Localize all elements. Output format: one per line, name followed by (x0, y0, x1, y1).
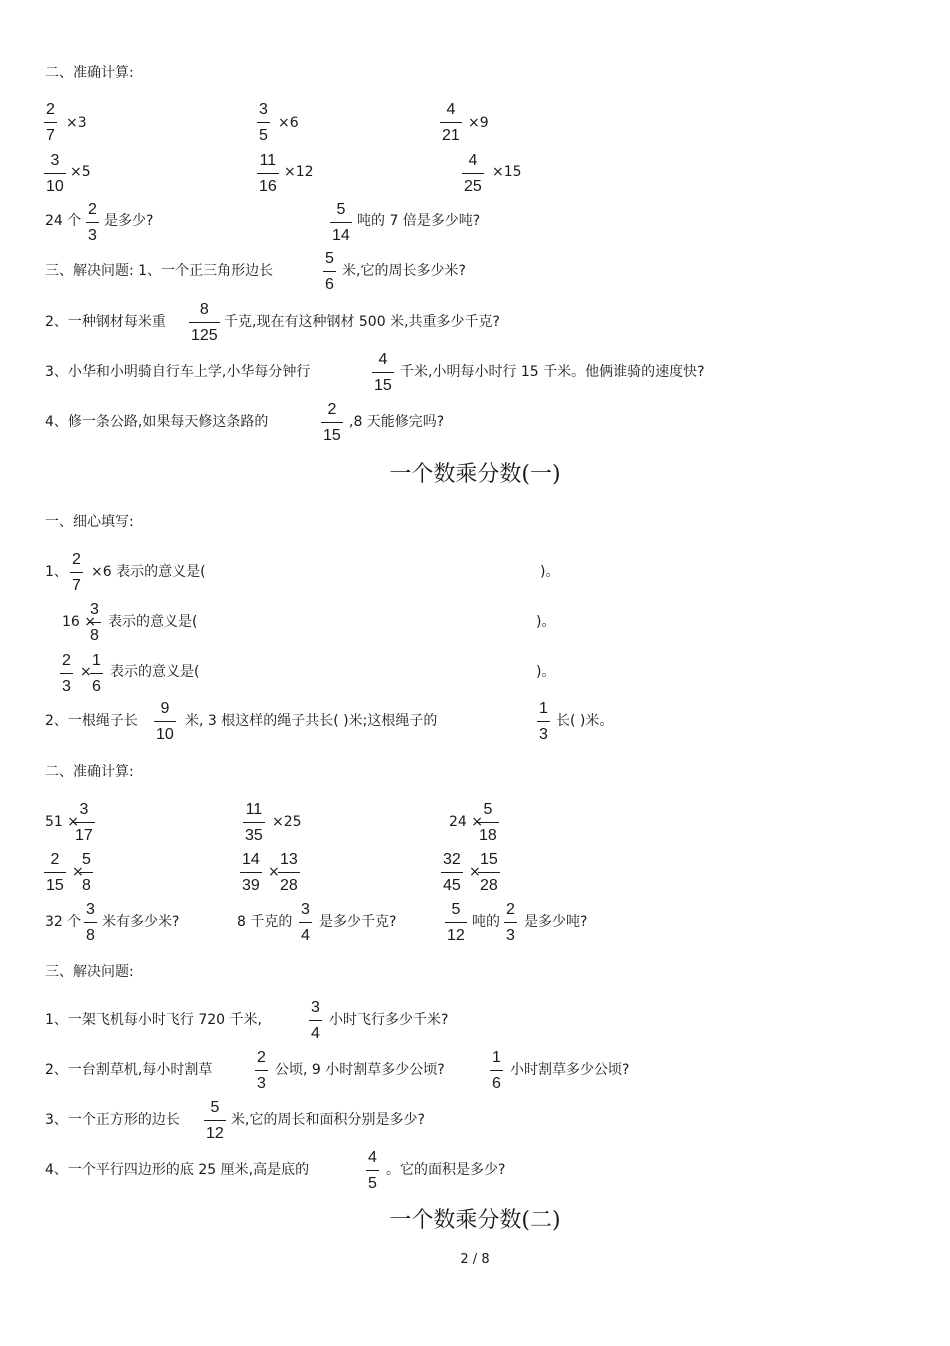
fraction: 3 8 (86, 901, 95, 944)
blank-close: )。 (536, 614, 556, 630)
fraction: 13 28 (280, 851, 298, 894)
fraction: 11 35 (245, 801, 263, 844)
fraction: 4 5 (368, 1149, 377, 1192)
fraction: 5 8 (82, 851, 91, 894)
question-text: ×6 表示的意义是( (91, 564, 206, 580)
question-text: 千克,现在有这种钢材 500 米,共重多少千克? (224, 314, 500, 330)
question-text: 1、 (45, 564, 68, 580)
question-text: ,8 天能修完吗? (349, 414, 445, 430)
question-text: 千米,小明每小时行 15 千米。他俩谁骑的速度快? (400, 364, 705, 380)
question-text: 2、一种钢材每米重 (45, 314, 166, 330)
question-text: 3、小华和小明骑自行车上学,小华每分钟行 (45, 364, 311, 380)
question-text: 表示的意义是( (108, 614, 198, 630)
fraction: 2 3 (257, 1049, 266, 1092)
question-text: 长( )米。 (556, 713, 614, 729)
question-text: 4、修一条公路,如果每天修这条路的 (45, 414, 269, 430)
question-text: 2、一台割草机,每小时割草 (45, 1062, 213, 1078)
operator-text: ×6 (278, 115, 299, 131)
fraction: 3 8 (90, 601, 99, 644)
fraction: 2 15 (323, 401, 341, 444)
operator-text: 51 × (45, 814, 79, 830)
question-text: 吨的 7 倍是多少吨? (357, 213, 481, 229)
question-text: 米有多少米? (102, 914, 180, 930)
question-text: 是多少吨? (524, 914, 588, 930)
question-text: 米,它的周长多少米? (342, 263, 466, 279)
section-heading: 一、细心填写: (45, 514, 134, 530)
fraction: 4 21 (442, 101, 460, 144)
question-text: 小时飞行多少千米? (329, 1012, 449, 1028)
fraction: 5 12 (447, 901, 465, 944)
question-text: 。它的面积是多少? (386, 1162, 506, 1178)
question-text: 米, 3 根这样的绳子共长( )米;这根绳子的 (185, 713, 438, 729)
fraction: 4 25 (464, 152, 482, 195)
blank-close: )。 (536, 664, 556, 680)
fraction: 32 45 (443, 851, 461, 894)
fraction: 11 16 (259, 152, 277, 195)
question-text: 8 千克的 (237, 914, 293, 930)
operator-text: ×5 (70, 164, 91, 180)
fraction: 3 17 (75, 801, 93, 844)
fraction: 5 12 (206, 1099, 224, 1142)
fraction: 2 3 (88, 201, 97, 244)
fraction: 1 6 (92, 652, 101, 695)
question-text: 32 个 (45, 914, 82, 930)
operator-text: ×3 (66, 115, 87, 131)
question-text: 吨的 (472, 914, 500, 930)
question-text: 24 个 (45, 213, 82, 229)
question-text: 4、一个平行四边形的底 25 厘米,高是底的 (45, 1162, 310, 1178)
blank-close: )。 (540, 564, 560, 580)
question-text: 1、一架飞机每小时飞行 720 千米, (45, 1012, 262, 1028)
fraction: 3 5 (259, 101, 268, 144)
operator-text: ×15 (492, 164, 522, 180)
fraction: 5 18 (479, 801, 497, 844)
operator-text: ×25 (272, 814, 302, 830)
fraction: 4 15 (374, 351, 392, 394)
fraction: 2 7 (46, 101, 55, 144)
fraction: 5 14 (332, 201, 350, 244)
section-heading: 三、解决问题: (45, 964, 134, 980)
fraction: 1 3 (539, 700, 548, 743)
question-text: 表示的意义是( (110, 664, 200, 680)
question-text: 公顷, 9 小时割草多少公顷? (275, 1062, 445, 1078)
question-text: 2、一根绳子长 (45, 713, 138, 729)
section-heading: 二、准确计算: (45, 65, 134, 81)
question-text: 16 × (62, 614, 96, 630)
operator-text: 24 × (449, 814, 483, 830)
fraction: 2 15 (46, 851, 64, 894)
fraction: 2 3 (506, 901, 515, 944)
question-text: 小时割草多少公顷? (510, 1062, 630, 1078)
question-text: 米,它的周长和面积分别是多少? (231, 1112, 425, 1128)
operator-text: × (72, 864, 84, 880)
question-text: 是多少千克? (319, 914, 397, 930)
operator-text: ×9 (468, 115, 489, 131)
fraction: 2 3 (62, 652, 71, 695)
question-text: 3、一个正方形的边长 (45, 1112, 180, 1128)
section-title: 一个数乘分数(一) (389, 462, 561, 487)
operator-text: × (469, 864, 481, 880)
question-text: 是多少? (104, 213, 154, 229)
fraction: 5 6 (325, 250, 334, 293)
fraction: 3 4 (301, 901, 310, 944)
fraction: 2 7 (72, 551, 81, 594)
fraction: 3 4 (311, 999, 320, 1042)
question-text: 三、解决问题: 1、一个正三角形边长 (45, 263, 274, 279)
fraction: 1 6 (492, 1049, 501, 1092)
fraction: 14 39 (242, 851, 260, 894)
section-heading: 二、准确计算: (45, 764, 134, 780)
operator-text: × (80, 664, 92, 680)
section-title: 一个数乘分数(二) (389, 1208, 561, 1233)
operator-text: ×12 (284, 164, 314, 180)
fraction: 8 125 (191, 301, 218, 344)
operator-text: × (268, 864, 280, 880)
fraction: 9 10 (156, 700, 174, 743)
fraction: 3 10 (46, 152, 64, 195)
page-number: 2 / 8 (460, 1252, 490, 1267)
fraction: 15 28 (480, 851, 498, 894)
